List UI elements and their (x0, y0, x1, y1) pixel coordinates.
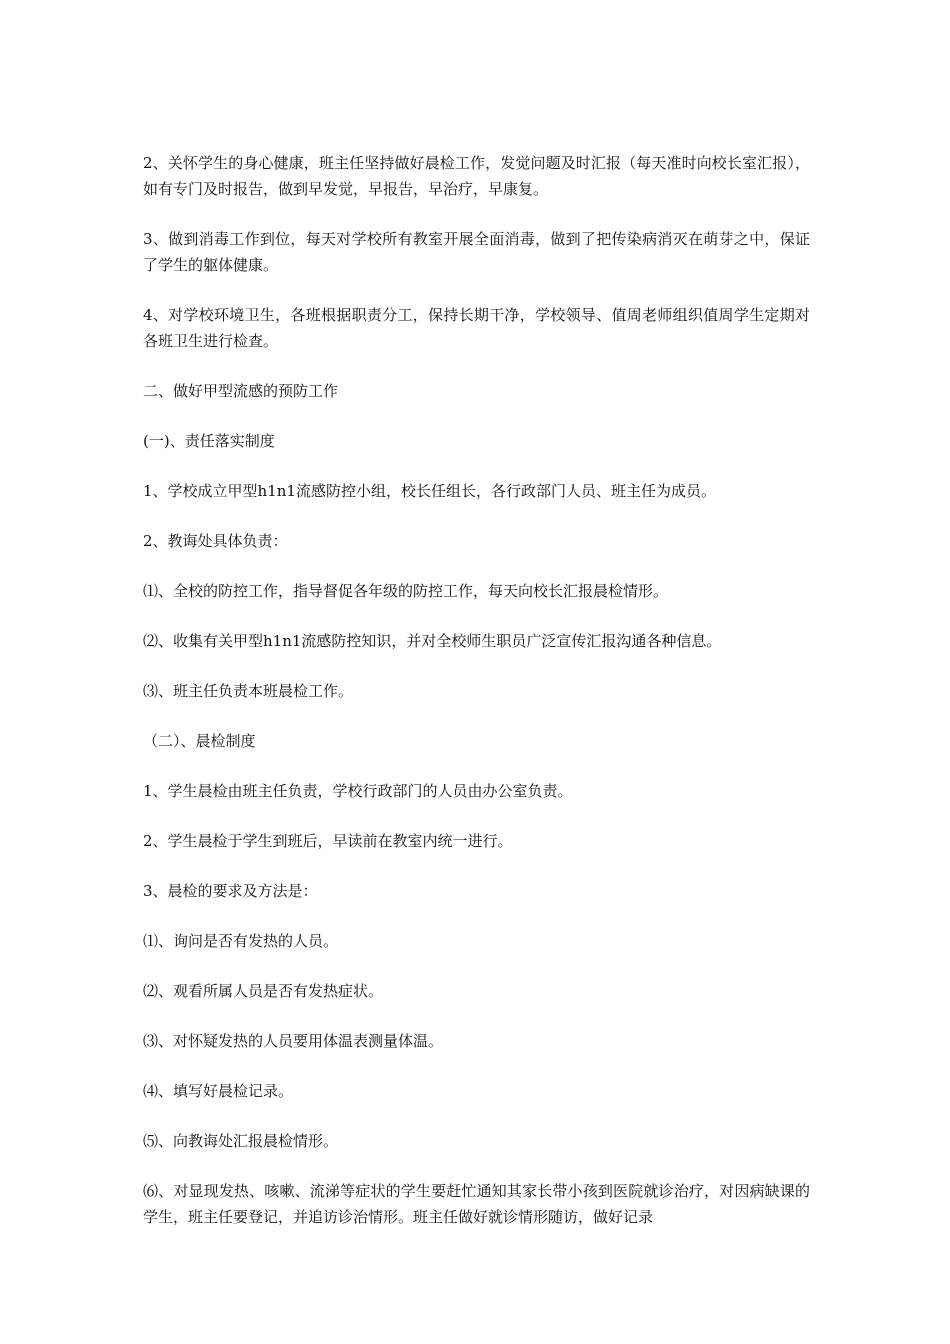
list-item: ⑴、询问是否有发热的人员。 (143, 932, 339, 950)
paragraph: 2、学生晨检于学生到班后，早读前在教室内统一进行。 (143, 832, 513, 850)
subsection-heading: （二）、晨检制度 (143, 732, 256, 750)
list-item: ⑸、向教诲处汇报晨检情形。 (143, 1132, 339, 1150)
list-item: ⑶、对怀疑发热的人员要用体温表测量体温。 (143, 1032, 444, 1050)
list-item: ⑹、对显现发热、咳嗽、流涕等症状的学生要赶忙通知其家长带小孩到医院就诊治疗，对因病缺课的学生，班主任要登记，并追访诊治情形。班主任做好就诊情形随访，做好记录 (143, 1182, 810, 1226)
list-item: ⑷、填写好晨检记录。 (143, 1082, 294, 1100)
paragraph: 1、学校成立甲型h1n1流感防控小组，校长任组长，各行政部门人员、班主任为成员。 (143, 482, 716, 500)
list-item: ⑵、观看所属人员是否有发热症状。 (143, 982, 384, 1000)
section-heading: 二、做好甲型流感的预防工作 (143, 382, 339, 400)
list-item: ⑴、全校的防控工作，指导督促各年级的防控工作，每天向校长汇报晨检情形。 (143, 582, 669, 600)
paragraph: 1、学生晨检由班主任负责，学校行政部门的人员由办公室负责。 (143, 782, 573, 800)
document-page (143, 150, 810, 1254)
list-item: ⑵、收集有关甲型h1n1流感防控知识，并对全校师生职员广泛宣传汇报沟通各种信息。 (143, 632, 722, 650)
list-item: ⑶、班主任负责本班晨检工作。 (143, 682, 354, 700)
paragraph: 2、关怀学生的身心健康，班主任坚持做好晨检工作，发觉问题及时汇报（每天准时向校长室汇报），如有专门及时报告，做到早发觉，早报告，早治疗，早康复。 (143, 154, 810, 198)
paragraph: 3、晨检的要求及方法是： (143, 882, 318, 900)
paragraph: 4、对学校环境卫生，各班根据职责分工，保持长期干净，学校领导、值周老师组织值周学生定期对各班卫生进行检查。 (143, 306, 810, 350)
paragraph: 3、做到消毒工作到位，每天对学校所有教室开展全面消毒，做到了把传染病消灭在萌芽之中，保证了学生的躯体健康。 (143, 230, 810, 274)
paragraph: 2、教诲处具体负责： (143, 532, 288, 550)
subsection-heading: (一)、责任落实制度 (143, 432, 275, 450)
